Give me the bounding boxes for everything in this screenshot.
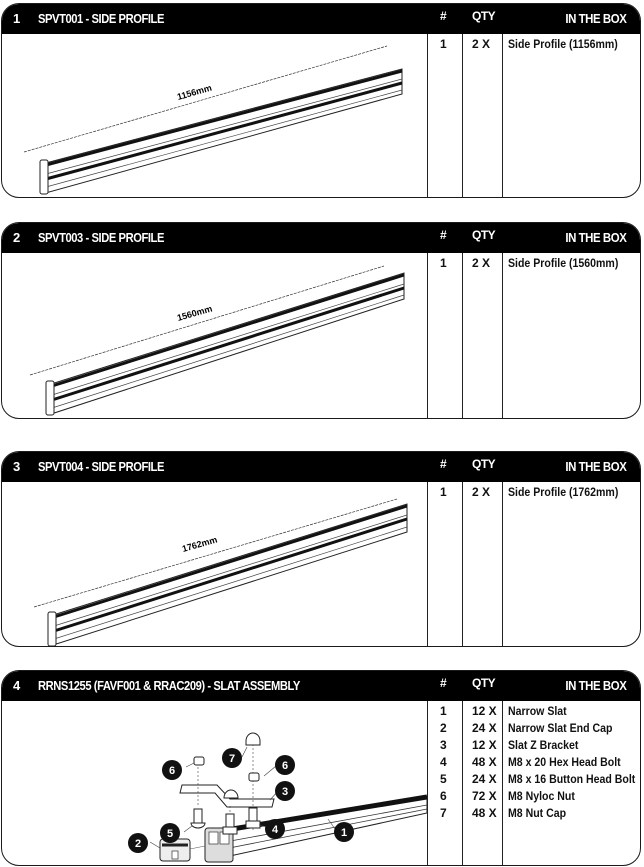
items-table <box>428 37 640 54</box>
svg-text:5: 5 <box>166 828 174 840</box>
svg-text:2: 2 <box>134 838 142 850</box>
items-table <box>428 485 640 502</box>
column-header-in-the-box: IN THE BOX <box>564 459 626 474</box>
items-table <box>428 704 640 823</box>
column-header-in-the-box: IN THE BOX <box>564 11 626 26</box>
svg-text:6: 6 <box>168 765 176 777</box>
section-header <box>2 671 640 701</box>
section-number: 3 <box>13 459 20 474</box>
column-header-number: # <box>440 457 447 471</box>
svg-text:7: 7 <box>228 753 236 765</box>
table-row: 3 12 X Slat Z Bracket <box>440 738 579 752</box>
table-row: 2 24 X Narrow Slat End Cap <box>440 721 613 735</box>
section-header <box>2 223 640 253</box>
table-row: 6 72 X M8 Nyloc Nut <box>440 789 575 803</box>
section-2-panel <box>1 222 641 419</box>
dimension-label: 1762mm <box>180 534 219 554</box>
column-header-number: # <box>440 9 447 23</box>
dimension-label: 1560mm <box>175 303 214 323</box>
column-header-number: # <box>440 228 447 242</box>
svg-text:4: 4 <box>271 824 279 836</box>
column-divider <box>462 482 463 646</box>
svg-text:6: 6 <box>281 760 289 772</box>
column-divider <box>502 482 503 646</box>
column-divider <box>427 482 428 646</box>
section-header <box>2 452 640 482</box>
side-profile-drawing <box>2 482 427 646</box>
table-row: 1 2 X Side Profile (1560mm) <box>440 256 619 270</box>
column-header-in-the-box: IN THE BOX <box>564 230 626 245</box>
column-divider <box>462 34 463 197</box>
table-row: 1 2 X Side Profile (1762mm) <box>440 485 619 499</box>
column-header-in-the-box: IN THE BOX <box>564 678 626 693</box>
section-title: SPVT003 - SIDE PROFILE <box>38 230 164 245</box>
side-profile-drawing <box>2 34 427 197</box>
section-3-panel <box>1 451 641 647</box>
section-number: 4 <box>13 678 20 693</box>
svg-text:3: 3 <box>281 786 289 798</box>
side-profile-drawing <box>2 253 427 418</box>
column-divider <box>427 253 428 418</box>
column-header-qty: QTY <box>472 676 496 690</box>
table-row: 4 48 X M8 x 20 Hex Head Bolt <box>440 755 621 769</box>
column-divider <box>502 253 503 418</box>
items-table <box>428 256 640 273</box>
dimension-label: 1156mm <box>175 82 213 102</box>
column-header-qty: QTY <box>472 9 496 23</box>
section-title: RRNS1255 (FAVF001 & RRAC209) - SLAT ASSEMBLY <box>38 678 300 693</box>
slat-assembly-exploded-diagram <box>2 701 427 865</box>
section-title: SPVT004 - SIDE PROFILE <box>38 459 164 474</box>
column-header-qty: QTY <box>472 457 496 471</box>
section-4-panel <box>1 670 641 866</box>
column-divider <box>427 34 428 197</box>
table-row: 5 24 X M8 x 16 Button Head Bolt <box>440 772 636 786</box>
column-header-number: # <box>440 676 447 690</box>
column-header-qty: QTY <box>472 228 496 242</box>
column-divider <box>462 253 463 418</box>
section-title: SPVT001 - SIDE PROFILE <box>38 11 164 26</box>
svg-text:1: 1 <box>340 827 348 839</box>
table-row: 7 48 X M8 Nut Cap <box>440 806 567 820</box>
section-number: 1 <box>13 11 20 26</box>
section-header <box>2 4 640 34</box>
column-divider <box>502 34 503 197</box>
section-1-panel <box>1 3 641 198</box>
section-number: 2 <box>13 230 20 245</box>
table-row: 1 2 X Side Profile (1156mm) <box>440 37 618 51</box>
table-row: 1 12 X Narrow Slat <box>440 704 567 718</box>
